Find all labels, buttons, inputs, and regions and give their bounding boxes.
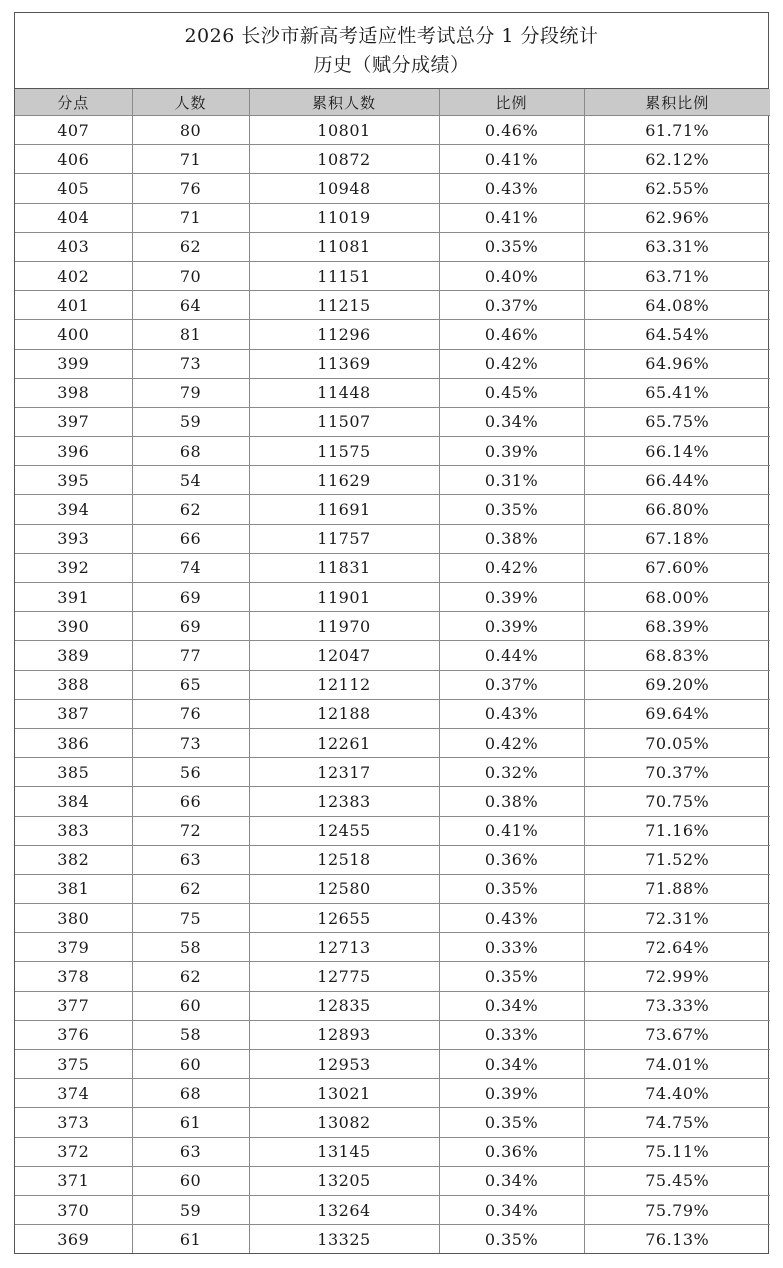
cell-count: 63 [132,1137,249,1166]
cell-ratio: 0.36% [439,1137,584,1166]
cell-score: 384 [15,787,132,816]
cell-score: 377 [15,991,132,1020]
cell-cumulative-count: 12835 [249,991,439,1020]
cell-cumulative-ratio: 76.13% [584,1225,770,1254]
cell-cumulative-ratio: 74.01% [584,1050,770,1079]
table-row [15,1050,770,1079]
cell-ratio: 0.40% [439,261,584,290]
cell-score: 394 [15,495,132,524]
cell-cumulative-ratio: 75.11% [584,1137,770,1166]
cell-cumulative-count: 11019 [249,203,439,232]
table-row [15,1137,770,1166]
cell-score: 387 [15,699,132,728]
cell-cumulative-count: 11507 [249,407,439,436]
cell-cumulative-ratio: 71.16% [584,816,770,845]
cell-cumulative-count: 11629 [249,466,439,495]
cell-ratio: 0.42% [439,349,584,378]
table-row [15,933,770,962]
cell-cumulative-count: 12713 [249,933,439,962]
cell-score: 403 [15,232,132,261]
cell-cumulative-ratio: 64.54% [584,320,770,349]
table-row [15,524,770,553]
table-row [15,641,770,670]
table-row [15,466,770,495]
table-row [15,495,770,524]
table-row [15,1079,770,1108]
cell-count: 66 [132,524,249,553]
cell-cumulative-ratio: 73.67% [584,1020,770,1049]
cell-score: 398 [15,378,132,407]
cell-cumulative-count: 11448 [249,378,439,407]
cell-count: 76 [132,699,249,728]
table-row [15,758,770,787]
cell-ratio: 0.34% [439,1050,584,1079]
cell-score: 389 [15,641,132,670]
table-row [15,232,770,261]
cell-cumulative-count: 13021 [249,1079,439,1108]
cell-count: 66 [132,787,249,816]
cell-ratio: 0.46% [439,320,584,349]
table-row [15,407,770,436]
table-row [15,816,770,845]
table-row [15,116,770,145]
cell-score: 378 [15,962,132,991]
table-row [15,145,770,174]
table-row [15,699,770,728]
table-header-row [15,89,770,116]
cell-count: 58 [132,1020,249,1049]
cell-count: 60 [132,1050,249,1079]
cell-ratio: 0.43% [439,174,584,203]
cell-score: 380 [15,904,132,933]
table-row [15,1166,770,1195]
cell-ratio: 0.44% [439,641,584,670]
cell-count: 64 [132,291,249,320]
table-row [15,728,770,757]
cell-cumulative-count: 12455 [249,816,439,845]
cell-ratio: 0.43% [439,699,584,728]
cell-cumulative-count: 11296 [249,320,439,349]
table-row [15,1108,770,1137]
cell-ratio: 0.41% [439,816,584,845]
cell-count: 62 [132,874,249,903]
cell-ratio: 0.34% [439,1195,584,1224]
cell-cumulative-count: 11151 [249,261,439,290]
cell-score: 407 [15,116,132,145]
cell-cumulative-ratio: 72.99% [584,962,770,991]
cell-cumulative-ratio: 75.79% [584,1195,770,1224]
cell-cumulative-count: 13325 [249,1225,439,1254]
cell-cumulative-ratio: 74.40% [584,1079,770,1108]
cell-count: 62 [132,962,249,991]
cell-ratio: 0.34% [439,407,584,436]
table-row [15,203,770,232]
cell-ratio: 0.35% [439,1225,584,1254]
cell-cumulative-count: 12580 [249,874,439,903]
table-row [15,1195,770,1224]
table-row [15,612,770,641]
cell-cumulative-ratio: 74.75% [584,1108,770,1137]
cell-ratio: 0.32% [439,758,584,787]
cell-score: 388 [15,670,132,699]
cell-count: 76 [132,174,249,203]
cell-ratio: 0.35% [439,962,584,991]
cell-cumulative-count: 12261 [249,728,439,757]
cell-cumulative-count: 12383 [249,787,439,816]
cell-score: 406 [15,145,132,174]
cell-cumulative-count: 11831 [249,553,439,582]
cell-cumulative-count: 11970 [249,612,439,641]
cell-cumulative-ratio: 69.20% [584,670,770,699]
cell-cumulative-ratio: 72.31% [584,904,770,933]
cell-cumulative-ratio: 65.41% [584,378,770,407]
cell-score: 393 [15,524,132,553]
table-subtitle: 历史（赋分成绩） [313,53,470,76]
cell-score: 374 [15,1079,132,1108]
cell-count: 74 [132,553,249,582]
cell-ratio: 0.45% [439,378,584,407]
cell-cumulative-count: 11369 [249,349,439,378]
cell-score: 404 [15,203,132,232]
table-row [15,291,770,320]
cell-cumulative-ratio: 68.00% [584,583,770,612]
cell-cumulative-ratio: 65.75% [584,407,770,436]
cell-score: 376 [15,1020,132,1049]
cell-ratio: 0.42% [439,728,584,757]
cell-cumulative-count: 13205 [249,1166,439,1195]
cell-cumulative-ratio: 62.55% [584,174,770,203]
table-row [15,991,770,1020]
cell-cumulative-ratio: 66.44% [584,466,770,495]
table-row [15,904,770,933]
cell-cumulative-ratio: 62.96% [584,203,770,232]
score-distribution-sheet [14,12,769,1254]
cell-count: 61 [132,1108,249,1137]
table-row [15,174,770,203]
cell-ratio: 0.35% [439,1108,584,1137]
header-ratio: 比例 [439,89,584,116]
cell-score: 379 [15,933,132,962]
cell-cumulative-ratio: 62.12% [584,145,770,174]
cell-ratio: 0.37% [439,291,584,320]
cell-ratio: 0.31% [439,466,584,495]
cell-count: 69 [132,612,249,641]
cell-cumulative-ratio: 69.64% [584,699,770,728]
cell-count: 59 [132,407,249,436]
cell-ratio: 0.39% [439,612,584,641]
cell-ratio: 0.46% [439,116,584,145]
header-cumulative-count: 累积人数 [249,89,439,116]
cell-cumulative-ratio: 64.96% [584,349,770,378]
cell-ratio: 0.34% [439,991,584,1020]
cell-count: 63 [132,845,249,874]
header-score: 分点 [15,89,132,116]
cell-score: 370 [15,1195,132,1224]
table-row [15,378,770,407]
cell-cumulative-count: 11575 [249,437,439,466]
cell-cumulative-ratio: 71.52% [584,845,770,874]
cell-cumulative-ratio: 61.71% [584,116,770,145]
cell-cumulative-ratio: 73.33% [584,991,770,1020]
table-row [15,787,770,816]
cell-cumulative-ratio: 70.37% [584,758,770,787]
cell-count: 68 [132,1079,249,1108]
cell-cumulative-ratio: 67.18% [584,524,770,553]
cell-ratio: 0.39% [439,1079,584,1108]
cell-score: 372 [15,1137,132,1166]
cell-cumulative-ratio: 75.45% [584,1166,770,1195]
table-title: 2026 长沙市新高考适应性考试总分 1 分段统计 [184,24,599,47]
cell-score: 369 [15,1225,132,1254]
table-row [15,1225,770,1254]
table-row [15,437,770,466]
cell-count: 79 [132,378,249,407]
cell-count: 56 [132,758,249,787]
cell-cumulative-count: 11901 [249,583,439,612]
cell-ratio: 0.36% [439,845,584,874]
cell-ratio: 0.34% [439,1166,584,1195]
cell-count: 71 [132,145,249,174]
cell-ratio: 0.37% [439,670,584,699]
cell-count: 61 [132,1225,249,1254]
cell-cumulative-count: 13264 [249,1195,439,1224]
cell-score: 373 [15,1108,132,1137]
cell-score: 402 [15,261,132,290]
cell-score: 371 [15,1166,132,1195]
cell-cumulative-count: 10948 [249,174,439,203]
cell-cumulative-ratio: 72.64% [584,933,770,962]
cell-score: 386 [15,728,132,757]
cell-score: 381 [15,874,132,903]
cell-count: 75 [132,904,249,933]
cell-cumulative-ratio: 70.75% [584,787,770,816]
cell-count: 72 [132,816,249,845]
table-row [15,845,770,874]
table-row [15,962,770,991]
cell-cumulative-count: 12953 [249,1050,439,1079]
cell-cumulative-count: 11215 [249,291,439,320]
cell-cumulative-count: 13145 [249,1137,439,1166]
cell-cumulative-count: 10801 [249,116,439,145]
cell-cumulative-count: 12047 [249,641,439,670]
cell-count: 71 [132,203,249,232]
cell-cumulative-count: 11081 [249,232,439,261]
cell-cumulative-count: 12893 [249,1020,439,1049]
table-row [15,670,770,699]
header-count: 人数 [132,89,249,116]
cell-cumulative-count: 12775 [249,962,439,991]
cell-count: 68 [132,437,249,466]
cell-count: 70 [132,261,249,290]
table-row [15,874,770,903]
cell-ratio: 0.39% [439,437,584,466]
cell-cumulative-count: 13082 [249,1108,439,1137]
table-row [15,349,770,378]
cell-score: 396 [15,437,132,466]
cell-count: 65 [132,670,249,699]
cell-count: 81 [132,320,249,349]
cell-score: 401 [15,291,132,320]
cell-cumulative-count: 11691 [249,495,439,524]
cell-ratio: 0.41% [439,203,584,232]
cell-score: 400 [15,320,132,349]
cell-score: 382 [15,845,132,874]
cell-ratio: 0.35% [439,232,584,261]
cell-count: 77 [132,641,249,670]
cell-count: 59 [132,1195,249,1224]
cell-cumulative-ratio: 68.83% [584,641,770,670]
cell-cumulative-ratio: 66.14% [584,437,770,466]
cell-count: 58 [132,933,249,962]
cell-count: 80 [132,116,249,145]
cell-score: 405 [15,174,132,203]
table-row [15,1020,770,1049]
cell-cumulative-ratio: 64.08% [584,291,770,320]
table-body [15,116,770,1254]
cell-cumulative-count: 12317 [249,758,439,787]
cell-score: 385 [15,758,132,787]
cell-cumulative-ratio: 66.80% [584,495,770,524]
score-table [15,89,770,1253]
cell-cumulative-count: 10872 [249,145,439,174]
cell-score: 395 [15,466,132,495]
cell-ratio: 0.35% [439,495,584,524]
cell-ratio: 0.38% [439,787,584,816]
cell-ratio: 0.43% [439,904,584,933]
cell-score: 383 [15,816,132,845]
cell-count: 62 [132,495,249,524]
cell-cumulative-ratio: 70.05% [584,728,770,757]
cell-score: 391 [15,583,132,612]
cell-score: 392 [15,553,132,582]
cell-cumulative-ratio: 67.60% [584,553,770,582]
cell-count: 60 [132,1166,249,1195]
cell-cumulative-ratio: 63.71% [584,261,770,290]
cell-count: 69 [132,583,249,612]
table-row [15,583,770,612]
cell-count: 60 [132,991,249,1020]
cell-cumulative-ratio: 63.31% [584,232,770,261]
cell-score: 390 [15,612,132,641]
cell-score: 375 [15,1050,132,1079]
cell-ratio: 0.35% [439,874,584,903]
cell-cumulative-count: 12188 [249,699,439,728]
cell-ratio: 0.39% [439,583,584,612]
cell-cumulative-count: 12518 [249,845,439,874]
cell-ratio: 0.33% [439,933,584,962]
table-row [15,320,770,349]
cell-cumulative-ratio: 68.39% [584,612,770,641]
cell-ratio: 0.41% [439,145,584,174]
cell-cumulative-count: 11757 [249,524,439,553]
cell-score: 397 [15,407,132,436]
cell-count: 73 [132,728,249,757]
cell-cumulative-count: 12112 [249,670,439,699]
table-row [15,261,770,290]
table-title-box [15,13,768,89]
cell-cumulative-count: 12655 [249,904,439,933]
cell-count: 62 [132,232,249,261]
cell-cumulative-ratio: 71.88% [584,874,770,903]
cell-score: 399 [15,349,132,378]
cell-ratio: 0.42% [439,553,584,582]
cell-count: 54 [132,466,249,495]
cell-ratio: 0.38% [439,524,584,553]
table-row [15,553,770,582]
header-cumulative-ratio: 累积比例 [584,89,770,116]
cell-ratio: 0.33% [439,1020,584,1049]
cell-count: 73 [132,349,249,378]
